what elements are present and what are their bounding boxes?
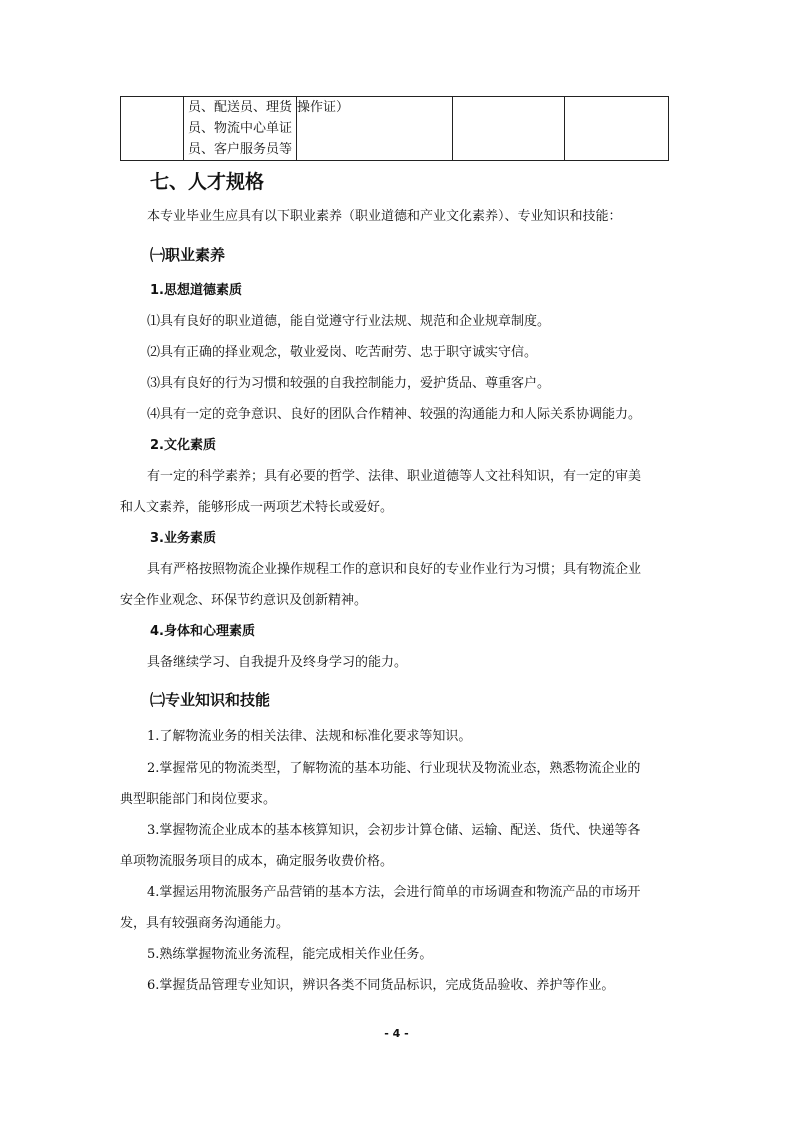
ethics-item: ⑶具有良好的行为习惯和较强的自我控制能力，爱护货品、尊重客户。 bbox=[147, 376, 551, 391]
table-cell-5 bbox=[565, 97, 669, 161]
skill-line: 4.掌握运用物流服务产品营销的基本方法，会进行简单的市场调查和物流产品的市场开 bbox=[147, 885, 641, 900]
ethics-item: ⑷具有一定的竞争意识、良好的团队合作精神、较强的沟通能力和人际关系协调能力。 bbox=[147, 407, 642, 422]
skill-line: 6.掌握货品管理专业知识，辨识各类不同货品标识，完成货品验收、养护等作业。 bbox=[147, 978, 615, 993]
skill-line: 3.掌握物流企业成本的基本核算知识，会初步计算仓储、运输、配送、货代、快递等各 bbox=[147, 823, 641, 838]
culture-text: 有一定的科学素养；具有必要的哲学、法律、职业道德等人文社科知识，有一定的审美 bbox=[147, 469, 642, 484]
table-cell-3: 操作证） bbox=[297, 97, 453, 161]
skill-line: 2.掌握常见的物流类型，了解物流的基本功能、行业现状及物流业态，熟悉物流企业的 bbox=[147, 761, 641, 776]
skill-line: 发，具有较强商务沟通能力。 bbox=[120, 916, 290, 931]
business-text: 安全作业观念、环保节约意识及创新精神。 bbox=[120, 593, 368, 608]
page-number: - 4 - bbox=[384, 1027, 409, 1040]
table-row bbox=[121, 97, 669, 161]
skill-line: 典型职能部门和岗位要求。 bbox=[120, 792, 277, 807]
ethics-item: ⑵具有正确的择业观念，敬业爱岗、吃苦耐劳、忠于职守诚实守信。 bbox=[147, 345, 538, 360]
continuation-table bbox=[120, 96, 669, 161]
business-text: 具有严格按照物流企业操作规程工作的意识和良好的专业作业行为习惯；具有物流企业 bbox=[147, 562, 642, 577]
subsection-title-professional-quality: ㈠职业素养 bbox=[150, 246, 226, 264]
skill-line: 1.了解物流业务的相关法律、法规和标准化要求等知识。 bbox=[147, 729, 472, 744]
ethics-heading: 1.思想道德素质 bbox=[150, 283, 242, 298]
table-cell-1 bbox=[121, 97, 184, 161]
table-cell-line: 员、客户服务员等 bbox=[188, 142, 293, 157]
table-cell-line: 员、配送员、理货 bbox=[188, 100, 293, 115]
culture-heading: 2.文化素质 bbox=[150, 438, 216, 453]
health-text: 具备继续学习、自我提升及终身学习的能力。 bbox=[147, 655, 408, 670]
culture-text: 和人文素养，能够形成一两项艺术特长或爱好。 bbox=[120, 500, 394, 515]
section-title: 七、人才规格 bbox=[150, 171, 265, 193]
intro-paragraph: 本专业毕业生应具有以下职业素养（职业道德和产业文化素养）、专业知识和技能： bbox=[147, 209, 622, 224]
table-cell-line: 员、物流中心单证 bbox=[188, 121, 293, 136]
subsection-title-knowledge-skills: ㈡专业知识和技能 bbox=[150, 691, 271, 709]
skill-line: 单项物流服务项目的成本，确定服务收费价格。 bbox=[120, 854, 394, 869]
ethics-item: ⑴具有良好的职业道德，能自觉遵守行业法规、规范和企业规章制度。 bbox=[147, 314, 551, 329]
business-heading: 3.业务素质 bbox=[150, 531, 216, 546]
table-cell-2 bbox=[184, 97, 297, 161]
table-cell-4 bbox=[453, 97, 565, 161]
health-heading: 4.身体和心理素质 bbox=[150, 624, 255, 639]
skill-line: 5.熟练掌握物流业务流程，能完成相关作业任务。 bbox=[147, 947, 433, 962]
